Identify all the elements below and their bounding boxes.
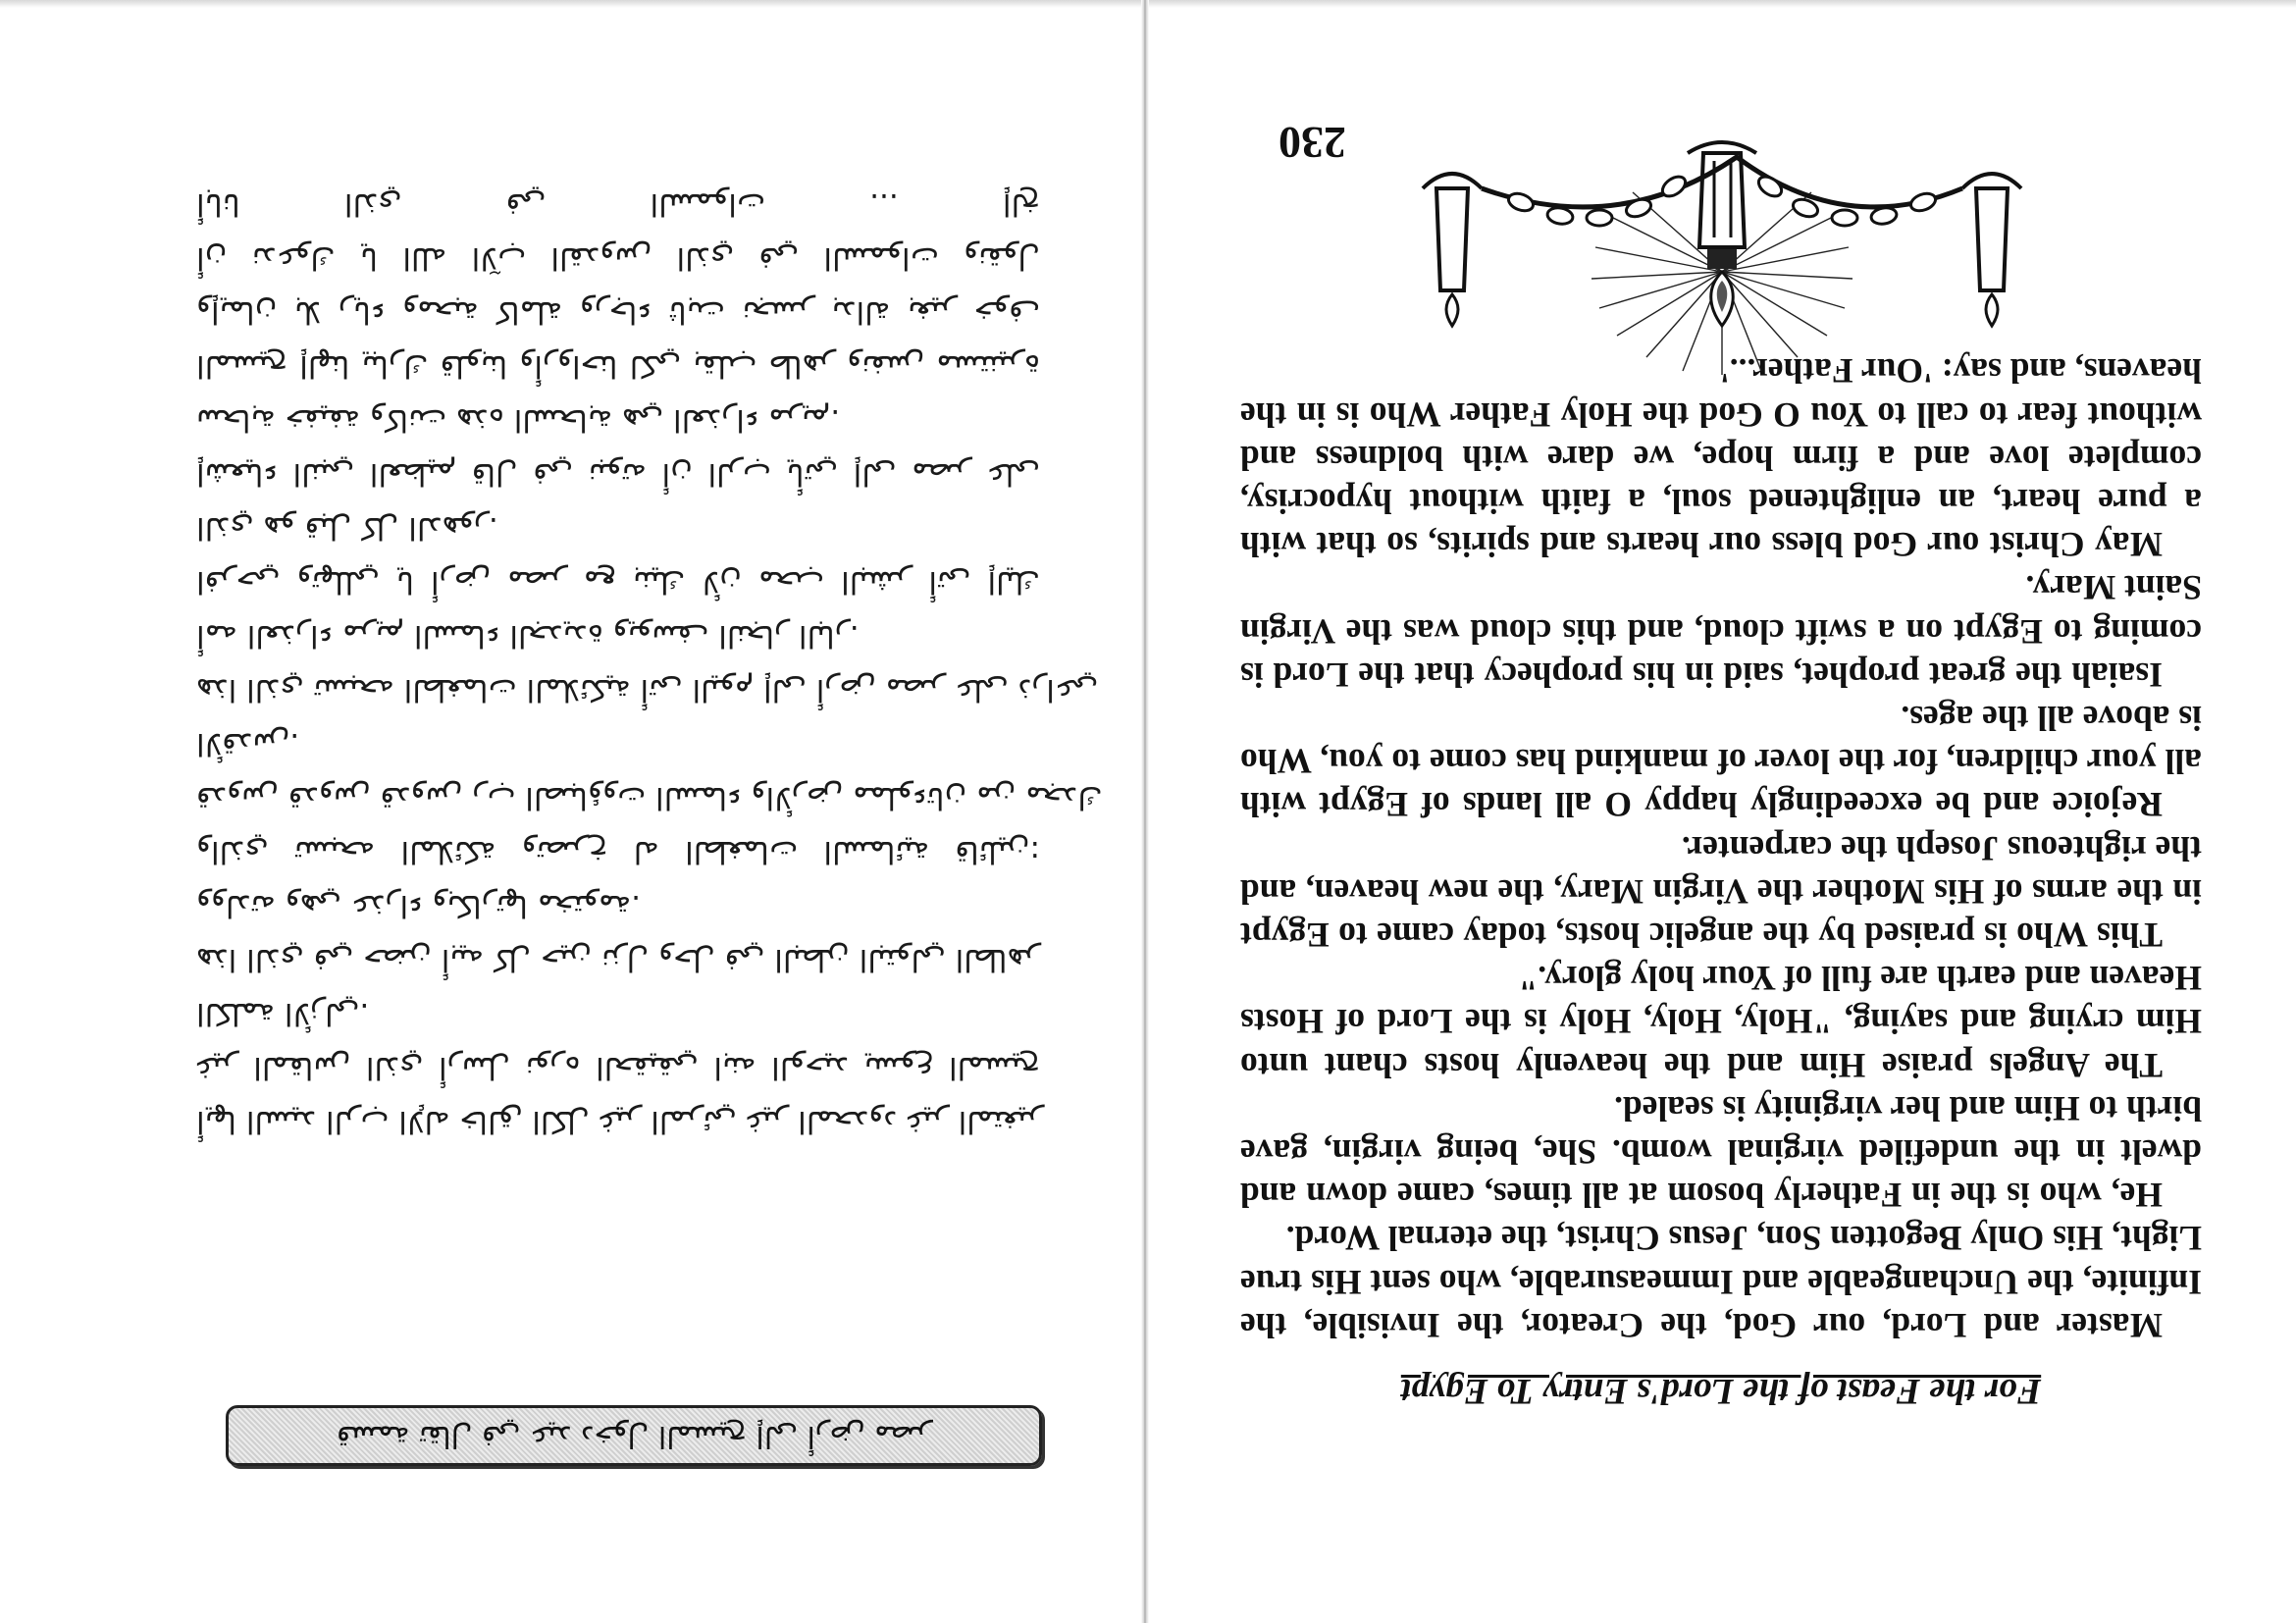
- arabic-text-line: الكلمة الأزلي.: [196, 996, 370, 1031]
- arabic-title-banner: [226, 1405, 1042, 1466]
- arabic-text-line: والذي تسبحه الملائكة وتصرخ له الطغمات السمائية قائلين:: [196, 834, 1040, 869]
- arabic-text-line: أن ندعوك يا الله الآب القدوس الذي في السموات ونقول: [196, 240, 1040, 276]
- rotated-page-content: [1149, 0, 2296, 1623]
- book-gutter: [1141, 0, 1149, 1623]
- paragraph: Rejoice and be exceedingly happy O all lands of Egypt with all your children, for the lover of mankind has come to you, Who is above all the ages.: [1240, 698, 2202, 825]
- right-side-candle: [1423, 174, 1482, 326]
- paragraph: Master and Lord, our God, the Creator, the Invisible, the Infinite, the Unchangeable and Immeasurable, who sent His true Light, His Only Begotten Son, Jesus Christ, the eternal Word.: [1240, 1219, 2202, 1345]
- arabic-title-text: قسمة تقال في عيد دخول المسيح إلى أرض مصر: [336, 1418, 932, 1453]
- arabic-text-line: وولدته وهي عذراء وبكارتها مختومة.: [196, 888, 641, 923]
- paragraph: He, who is the in Fatherly bosom at all times, came down and dwelt in the undefiled virginal womb. She, being virgin, gave birth to Him and her virginity is sealed.: [1240, 1088, 2202, 1216]
- page-title: For the Feast of the Lord's Entry To Egypt: [1400, 1371, 2042, 1411]
- arabic-text-line: الذي هو قبل كل الدهور.: [196, 510, 498, 546]
- arabic-text-line: المسيح إلهنا يبارك قلوبنا وأرواحنا لكي بقلب طاهر ونفس مستنيرة: [196, 348, 1040, 384]
- page-number: 230: [1278, 118, 1346, 168]
- paragraph: This Who is praised by the angelic hosts, today came to Egypt in the arms of His Mother the Virgin Mary, the new heaven, and the righteous Joseph the carpenter.: [1240, 828, 2202, 955]
- right-page: [1149, 0, 2296, 1623]
- english-text-block: [1240, 349, 2202, 1412]
- arabic-text-line: هذا الذي تسبحه الطغمات الملائكية أتى اليوم إلى أرض مصر على ذراعي: [196, 672, 1099, 707]
- arabic-text-line: سحابة خفيفة وكانت هذه السحابة هي العذراء مريم.: [196, 402, 841, 438]
- arabic-text-line: أيها السيد الرب الإله خالق الكل غير المرئي غير المحدود غير المتغير: [196, 1104, 1044, 1139]
- arabic-text-line: أمه العذراء مريم السماء الجديدة ويوسف النجار البار.: [196, 618, 860, 654]
- paragraph: May Christ our God bless our hearts and spirits, so that with a pure heart, an enlightened soul, a faith without hypocrisy, complete love and a firm hope, we dare with boldness and without fear to call to You O God the Holy Father Who is in the heavens, and say: 'Our Father...': [1240, 351, 2202, 565]
- paragraph: The Angels praise Him and the heavenly hosts chant unto Him crying and saying, "Holy, Holy, Holy is the Lord of Hosts Heaven and earth are full of Your holy glory.": [1240, 959, 2202, 1085]
- arabic-text-line: قدوس قدوس قدوس رب الصباؤوت السماء والأرض مملوءتان من مجدك: [196, 780, 1103, 815]
- arabic-text-line: إشعياء النبي العظيم قال في نبوته أن الرب يأتي إلى مصر على: [196, 456, 1040, 492]
- arabic-text-line: غير المقاس الذي أرسل نوره الحقيقي ابنه الوحيد يسوع المسيح: [196, 1050, 1040, 1085]
- arabic-text-line: افرحي وتهللي يا أرض مصر مع بنيك لأن محب البشر أتى إليك: [196, 564, 1040, 600]
- left-side-candle: [1962, 174, 2021, 326]
- arabic-text-line: وإيمان بلا رياء ومحبة كاملة ورجاء ثابت نجسر بدالة بغير خوف: [196, 294, 1040, 330]
- candle-ornament: [1413, 120, 2031, 385]
- arabic-text-line: أبانا الذي في السموات ... إلخ: [196, 186, 1040, 222]
- arabic-text-block: [196, 177, 1103, 1148]
- paragraph: Isaiah the great prophet, said in his prophecy that the Lord is coming to Egypt on a swift cloud, and this cloud was the Virgin Saint Mary.: [1240, 568, 2202, 695]
- left-page: [0, 0, 1141, 1623]
- arabic-text-line: هذا الذي في حضن أبيه كل حين نزل وحل في البطن البتولي الطاهر: [196, 942, 1040, 977]
- arabic-text-line: الأقدس.: [196, 726, 300, 761]
